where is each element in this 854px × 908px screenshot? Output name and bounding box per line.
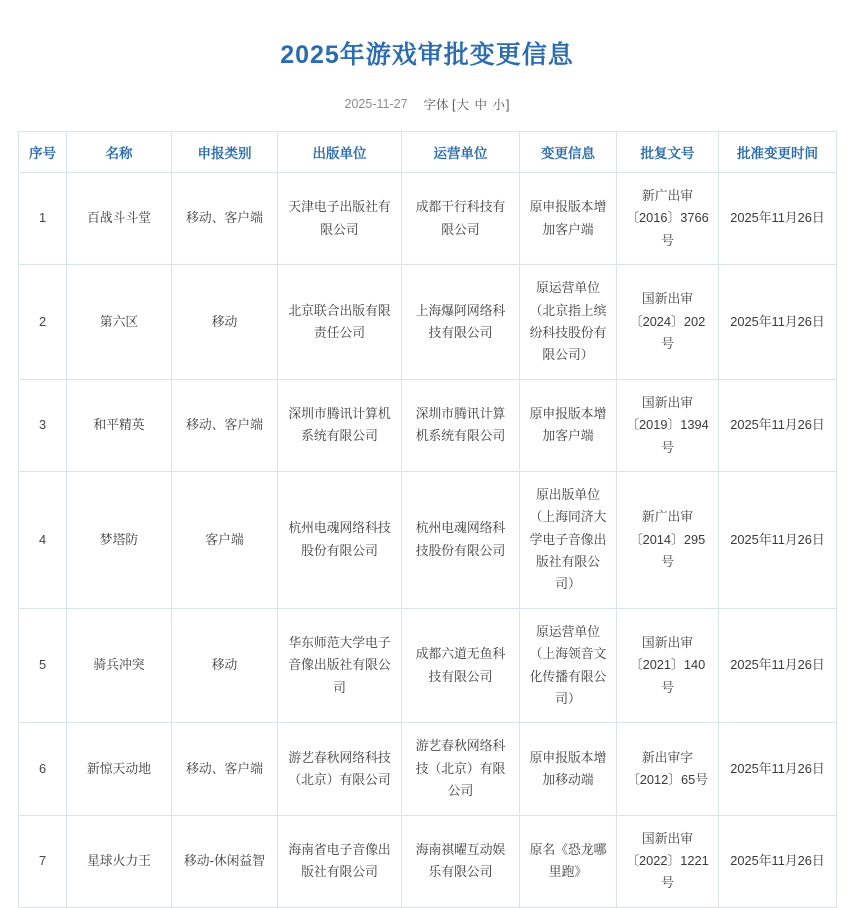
table-header-row bbox=[19, 132, 837, 173]
cell-date: 2025年11月26日 bbox=[719, 379, 837, 471]
column-header-date: 批准变更时间 bbox=[719, 132, 837, 173]
column-header-operator: 运营单位 bbox=[402, 132, 520, 173]
page-title: 2025年游戏审批变更信息 bbox=[280, 41, 574, 69]
column-header-index: 序号 bbox=[19, 132, 67, 173]
cell-publisher: 天津电子出版社有限公司 bbox=[278, 173, 402, 265]
font-size-label-end: ] bbox=[506, 98, 510, 112]
cell-index: 4 bbox=[19, 471, 67, 608]
cell-operator: 成都干行科技有限公司 bbox=[402, 173, 520, 265]
cell-publisher: 华东师范大学电子音像出版社有限公司 bbox=[278, 608, 402, 723]
publish-date: 2025-11-27 bbox=[344, 97, 408, 111]
cell-change: 原申报版本增加客户端 bbox=[520, 379, 617, 471]
cell-document: 新出审字〔2012〕65号 bbox=[617, 723, 719, 815]
meta-row bbox=[0, 73, 854, 131]
cell-operator: 深圳市腾讯计算机系统有限公司 bbox=[402, 379, 520, 471]
cell-publisher: 北京联合出版有限责任公司 bbox=[278, 265, 402, 380]
cell-index: 1 bbox=[19, 173, 67, 265]
cell-document: 国新出审〔2021〕140号 bbox=[617, 608, 719, 723]
table-row bbox=[19, 471, 837, 608]
cell-name: 骑兵冲突 bbox=[67, 608, 172, 723]
cell-date: 2025年11月26日 bbox=[719, 608, 837, 723]
table-row bbox=[19, 815, 837, 907]
cell-date: 2025年11月26日 bbox=[719, 723, 837, 815]
cell-change: 原运营单位（北京指上缤纷科技股份有限公司） bbox=[520, 265, 617, 380]
cell-name: 和平精英 bbox=[67, 379, 172, 471]
cell-index: 2 bbox=[19, 265, 67, 380]
cell-type: 移动-休闲益智 bbox=[172, 815, 278, 907]
font-size-label: 字体 [ bbox=[423, 98, 456, 112]
cell-operator: 杭州电魂网络科技股份有限公司 bbox=[402, 471, 520, 608]
column-header-publisher: 出版单位 bbox=[278, 132, 402, 173]
cell-publisher: 深圳市腾讯计算机系统有限公司 bbox=[278, 379, 402, 471]
cell-type: 移动 bbox=[172, 265, 278, 380]
cell-name: 第六区 bbox=[67, 265, 172, 380]
table-row bbox=[19, 173, 837, 265]
cell-name: 百战斗斗堂 bbox=[67, 173, 172, 265]
cell-operator: 上海爆阿网络科技有限公司 bbox=[402, 265, 520, 380]
cell-name: 梦塔防 bbox=[67, 471, 172, 608]
cell-index: 6 bbox=[19, 723, 67, 815]
cell-date: 2025年11月26日 bbox=[719, 471, 837, 608]
table-wrapper bbox=[0, 131, 854, 908]
column-header-document: 批复文号 bbox=[617, 132, 719, 173]
cell-publisher: 游艺春秋网络科技（北京）有限公司 bbox=[278, 723, 402, 815]
cell-change: 原申报版本增加客户端 bbox=[520, 173, 617, 265]
cell-operator: 海南祺曜互动娱乐有限公司 bbox=[402, 815, 520, 907]
cell-publisher: 杭州电魂网络科技股份有限公司 bbox=[278, 471, 402, 608]
cell-date: 2025年11月26日 bbox=[719, 173, 837, 265]
cell-publisher: 海南省电子音像出版社有限公司 bbox=[278, 815, 402, 907]
cell-operator: 游艺春秋网络科技（北京）有限公司 bbox=[402, 723, 520, 815]
cell-document: 新广出审〔2014〕295号 bbox=[617, 471, 719, 608]
cell-document: 国新出审〔2022〕1221号 bbox=[617, 815, 719, 907]
approval-changes-table bbox=[18, 131, 837, 908]
cell-type: 移动 bbox=[172, 608, 278, 723]
cell-name: 星球火力王 bbox=[67, 815, 172, 907]
cell-type: 客户端 bbox=[172, 471, 278, 608]
cell-type: 移动、客户端 bbox=[172, 379, 278, 471]
cell-change: 原申报版本增加移动端 bbox=[520, 723, 617, 815]
table-row bbox=[19, 723, 837, 815]
font-size-medium-link[interactable]: 中 bbox=[474, 98, 487, 112]
column-header-change: 变更信息 bbox=[520, 132, 617, 173]
table-row bbox=[19, 265, 837, 380]
cell-document: 国新出审〔2019〕1394号 bbox=[617, 379, 719, 471]
table-row bbox=[19, 379, 837, 471]
cell-change: 原运营单位（上海领音文化传播有限公司） bbox=[520, 608, 617, 723]
cell-change: 原名《恐龙哪里跑》 bbox=[520, 815, 617, 907]
font-size-large-link[interactable]: 大 bbox=[456, 98, 469, 112]
cell-document: 国新出审〔2024〕202号 bbox=[617, 265, 719, 380]
cell-type: 移动、客户端 bbox=[172, 173, 278, 265]
cell-operator: 成都六道无鱼科技有限公司 bbox=[402, 608, 520, 723]
column-header-name: 名称 bbox=[67, 132, 172, 173]
cell-change: 原出版单位（上海同济大学电子音像出版社有限公司） bbox=[520, 471, 617, 608]
font-size-control bbox=[424, 95, 510, 113]
cell-date: 2025年11月26日 bbox=[719, 815, 837, 907]
cell-index: 7 bbox=[19, 815, 67, 907]
cell-document: 新广出审〔2016〕3766号 bbox=[617, 173, 719, 265]
cell-type: 移动、客户端 bbox=[172, 723, 278, 815]
table-row bbox=[19, 608, 837, 723]
cell-name: 新惊天动地 bbox=[67, 723, 172, 815]
cell-index: 3 bbox=[19, 379, 67, 471]
font-size-small-link[interactable]: 小 bbox=[492, 98, 505, 112]
column-header-type: 申报类别 bbox=[172, 132, 278, 173]
cell-date: 2025年11月26日 bbox=[719, 265, 837, 380]
cell-index: 5 bbox=[19, 608, 67, 723]
